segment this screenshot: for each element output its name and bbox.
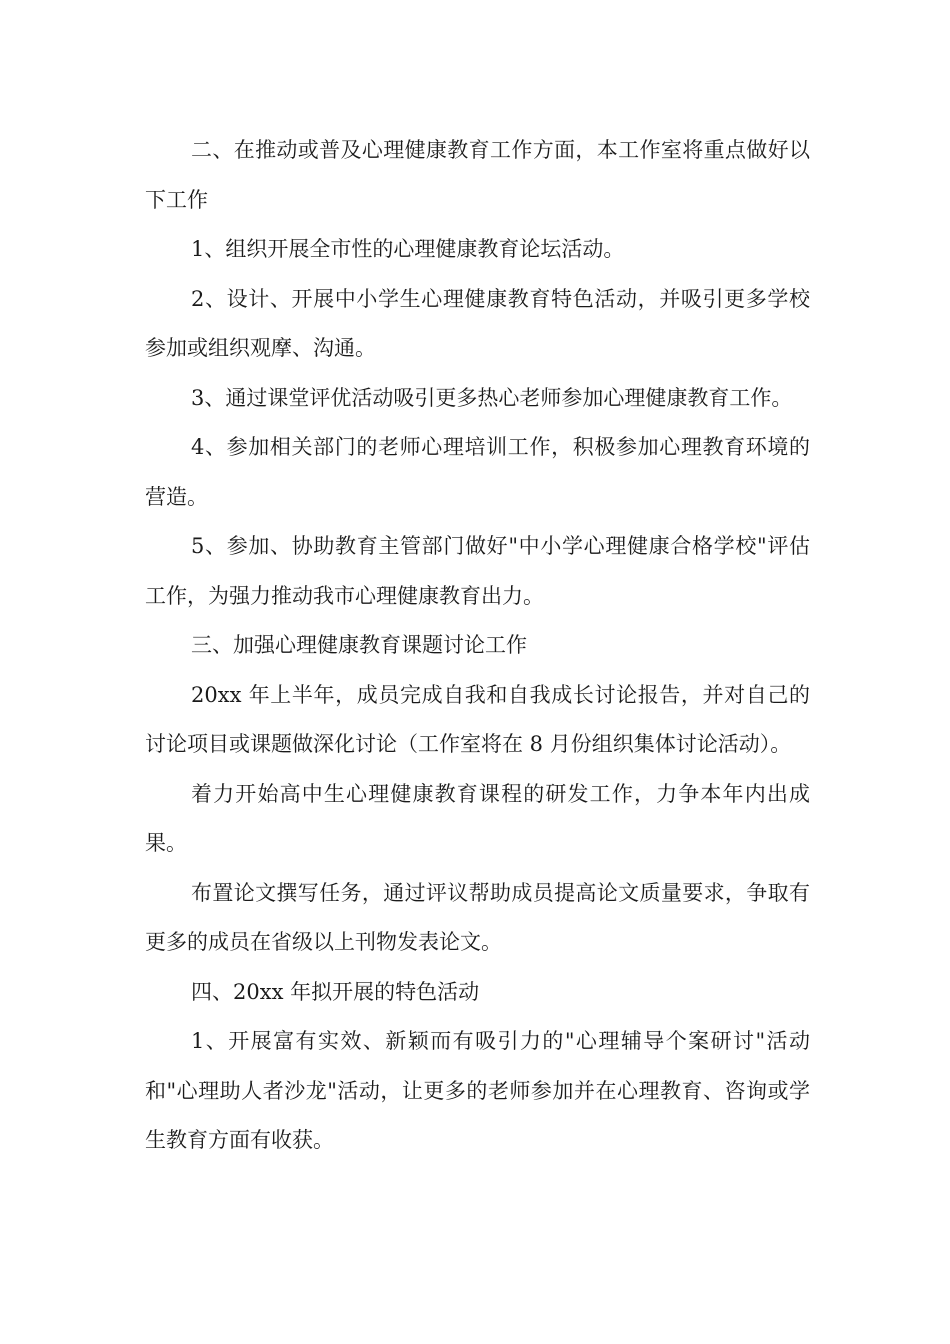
list-item-2-2: 2、设计、开展中小学生心理健康教育特色活动，并吸引更多学校参加或组织观摩、沟通。: [145, 286, 810, 360]
list-item-2-3: 3、通过课堂评优活动吸引更多热心老师参加心理健康教育工作。: [191, 385, 793, 410]
paragraph-curriculum: 着力开始高中生心理健康教育课程的研发工作，力争本年内出成果。: [145, 781, 810, 855]
heading-section-4: 四、20xx 年拟开展的特色活动: [191, 979, 480, 1004]
list-item-2-1: 1、组织开展全市性的心理健康教育论坛活动。: [191, 237, 625, 261]
paragraph-research-report: 20xx 年上半年，成员完成自我和自我成长讨论报告，并对自己的讨论项目或课题做深化讨论（工作室将在 8 月份组织集体讨论活动）。: [145, 682, 810, 756]
paragraph-papers: 布置论文撰写任务，通过评议帮助成员提高论文质量要求，争取有更多的成员在省级以上刊物发表论文。: [145, 880, 810, 954]
heading-section-2: 二、在推动或普及心理健康教育工作方面，本工作室将重点做好以下工作: [145, 138, 810, 212]
list-item-4-1: 1、开展富有实效、新颖而有吸引力的"心理辅导个案研讨"活动和"心理助人者沙龙"活动，让更多的老师参加并在心理教育、咨询或学生教育方面有收获。: [145, 1029, 810, 1152]
list-item-2-4: 4、参加相关部门的老师心理培训工作，积极参加心理教育环境的营造。: [145, 435, 810, 509]
heading-section-3: 三、加强心理健康教育课题讨论工作: [191, 633, 527, 657]
document-body: [145, 126, 810, 1166]
list-item-2-5: 5、参加、协助教育主管部门做好"中小学心理健康合格学校"评估工作，为强力推动我市心理健康教育出力。: [145, 534, 810, 608]
